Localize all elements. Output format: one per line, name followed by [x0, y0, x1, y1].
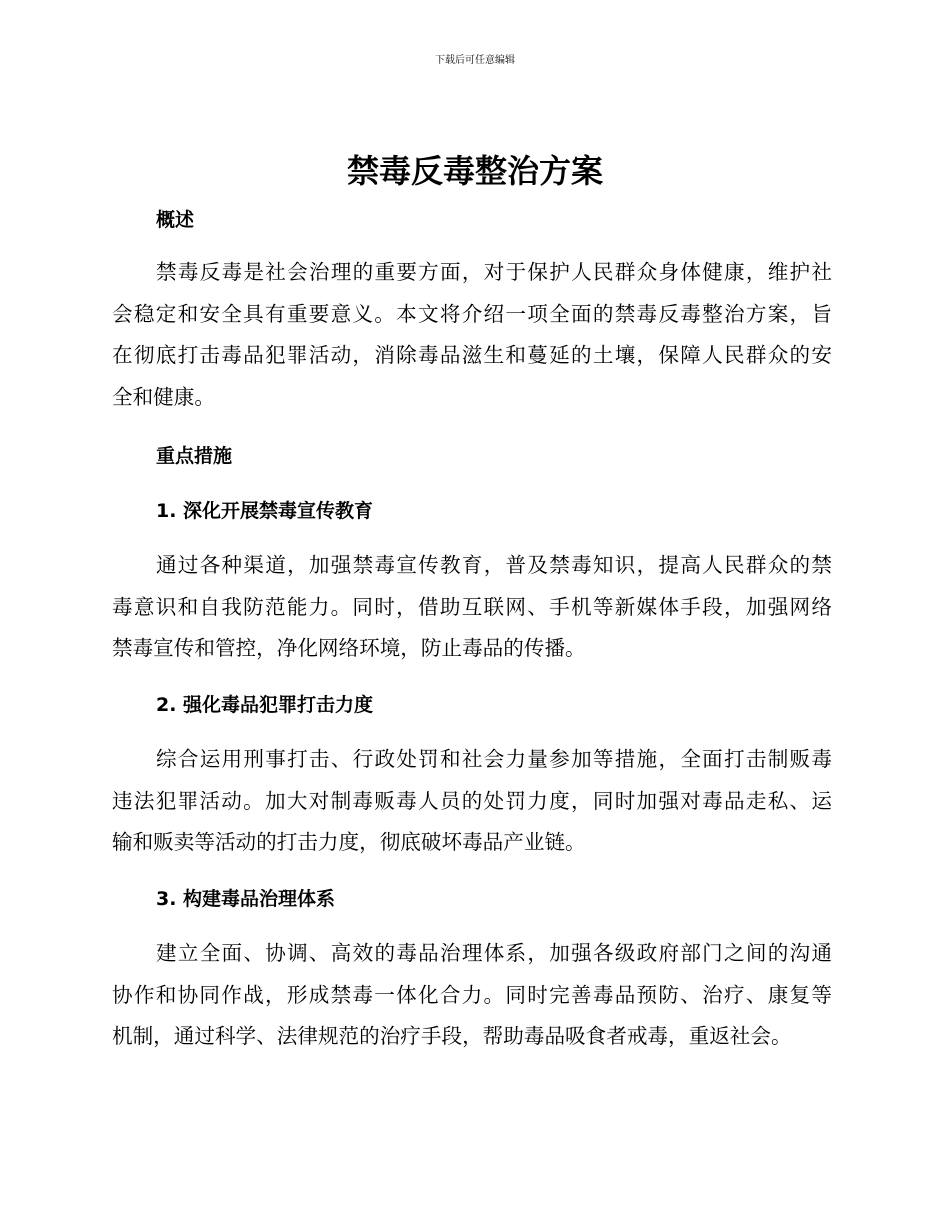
- overview-paragraph: [112, 252, 832, 418]
- paragraph-line: 在彻底打击毒品犯罪活动，消除毒品滋生和蔓延的土壤，保障人民群众的安: [112, 343, 832, 367]
- measure-3-paragraph: [112, 933, 832, 1058]
- paragraph-line: 禁毒宣传和管控，净化网络环境，防止毒品的传播。: [112, 636, 586, 660]
- measure-2-paragraph: [112, 739, 832, 864]
- paragraph-line: 综合运用刑事打击、行政处罚和社会力量参加等措施，全面打击制贩毒: [156, 747, 832, 771]
- section-heading-key-measures: 重点措施: [156, 445, 233, 467]
- paragraph-line: 建立全面、协调、高效的毒品治理体系，加强各级政府部门之间的沟通: [156, 941, 832, 965]
- paragraph-line: 全和健康。: [112, 384, 215, 409]
- document-title: 禁毒反毒整治方案: [346, 152, 603, 190]
- measure-1-paragraph: [112, 545, 832, 670]
- page-header-note: 下载后可任意编辑: [435, 55, 515, 66]
- paragraph-line: 禁毒反毒是社会治理的重要方面，对于保护人民群众身体健康，维护社: [156, 260, 832, 284]
- paragraph-line: 违法犯罪活动。加大对制毒贩毒人员的处罚力度，同时加强对毒品走私、运: [112, 788, 832, 813]
- section-heading-measure-2: 2. 强化毒品犯罪打击力度: [156, 694, 374, 716]
- paragraph-line: 协作和协同作战，形成禁毒一体化合力。同时完善毒品预防、治疗、康复等: [112, 982, 832, 1007]
- section-heading-overview: 概述: [156, 209, 195, 231]
- paragraph-line: 通过各种渠道，加强禁毒宣传教育，普及禁毒知识，提高人民群众的禁: [156, 553, 832, 577]
- paragraph-line: 毒意识和自我防范能力。同时，借助互联网、手机等新媒体手段，加强网络: [112, 594, 832, 619]
- paragraph-line: 机制，通过科学、法律规范的治疗手段，帮助毒品吸食者戒毒，重返社会。: [112, 1024, 792, 1048]
- paragraph-line: 输和贩卖等活动的打击力度，彻底破坏毒品产业链。: [112, 830, 586, 854]
- section-heading-measure-3: 3. 构建毒品治理体系: [156, 888, 336, 910]
- section-heading-measure-1: 1. 深化开展禁毒宣传教育: [156, 500, 374, 522]
- paragraph-line: 会稳定和安全具有重要意义。本文将介绍一项全面的禁毒反毒整治方案，旨: [112, 301, 832, 326]
